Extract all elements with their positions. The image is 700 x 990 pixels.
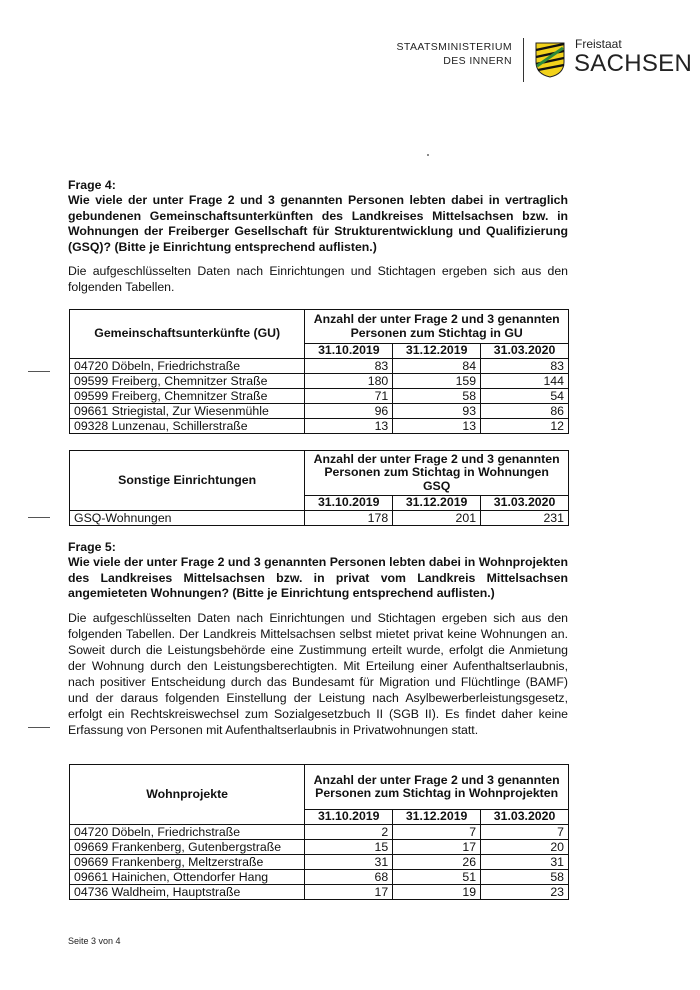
- table-wp-label-header: Wohnprojekte: [70, 765, 305, 825]
- frage-4-section: [68, 178, 568, 255]
- table-gsq-label-header: Sonstige Einrichtungen: [70, 451, 305, 511]
- table-gemeinschaftsunterkuenfte: [69, 309, 569, 434]
- row-name: 09661 Hainichen, Ottendorfer Hang: [70, 869, 305, 884]
- table-gu-date-3: 31.03.2020: [481, 344, 569, 359]
- row-value: 71: [305, 388, 393, 403]
- row-value: 20: [481, 839, 569, 854]
- row-value: 83: [481, 358, 569, 373]
- table-row: [70, 388, 569, 403]
- table-gsq-group-header: Anzahl der unter Frage 2 und 3 genannten Personen zum Stichtag in Wohnungen GSQ: [305, 451, 569, 496]
- frage-4-question: Wie viele der unter Frage 2 und 3 genannten Personen lebten dabei in vertraglich gebundenen Gemeinschaftsunterkünften des Landkreises Mittelsachsen bzw. in Wohnungen der Freiberger Gesellschaft für Strukturentwicklung und Qualifizierung (GSQ)? (Bitte je Einrichtung entsprechend auflisten.): [68, 193, 568, 254]
- row-value: 31: [305, 854, 393, 869]
- brand-freistaat: Freistaat: [575, 37, 622, 51]
- row-value: 231: [481, 510, 569, 525]
- row-name: 09661 Striegistal, Zur Wiesenmühle: [70, 403, 305, 418]
- table-gu-date-1: 31.10.2019: [305, 344, 393, 359]
- row-value: 58: [393, 388, 481, 403]
- table-gsq-date-3: 31.03.2020: [481, 496, 569, 511]
- row-value: 51: [393, 869, 481, 884]
- row-value: 31: [481, 854, 569, 869]
- table-row: [70, 854, 569, 869]
- row-value: 159: [393, 373, 481, 388]
- scan-speck: [427, 154, 429, 156]
- row-value: 23: [481, 884, 569, 899]
- row-value: 2: [305, 824, 393, 839]
- brand-sachsen: SACHSEN: [574, 50, 693, 77]
- table-row: [70, 418, 569, 433]
- table-row: [70, 358, 569, 373]
- row-value: 7: [393, 824, 481, 839]
- row-value: 96: [305, 403, 393, 418]
- table-wp-date-2: 31.12.2019: [393, 810, 481, 825]
- ministry-line-2: DES INNERN: [443, 55, 512, 67]
- row-name: 04720 Döbeln, Friedrichstraße: [70, 358, 305, 373]
- ministry-name: [388, 40, 512, 68]
- table-row: [70, 510, 569, 525]
- row-name: GSQ-Wohnungen: [70, 510, 305, 525]
- row-value: 180: [305, 373, 393, 388]
- row-name: 09599 Freiberg, Chemnitzer Straße: [70, 388, 305, 403]
- row-value: 58: [481, 869, 569, 884]
- row-name: 04720 Döbeln, Friedrichstraße: [70, 824, 305, 839]
- table-row: [70, 403, 569, 418]
- row-value: 144: [481, 373, 569, 388]
- row-value: 17: [305, 884, 393, 899]
- table-row: [70, 869, 569, 884]
- row-value: 68: [305, 869, 393, 884]
- margin-mark: [28, 517, 50, 518]
- row-name: 04736 Waldheim, Hauptstraße: [70, 884, 305, 899]
- table-row: [70, 373, 569, 388]
- table-row: [70, 839, 569, 854]
- row-value: 15: [305, 839, 393, 854]
- row-value: 13: [305, 418, 393, 433]
- table-gu-group-header: Anzahl der unter Frage 2 und 3 genannten Personen zum Stichtag in GU: [305, 310, 569, 344]
- row-name: 09669 Frankenberg, Gutenbergstraße: [70, 839, 305, 854]
- table-wp-group-header: Anzahl der unter Frage 2 und 3 genannten Personen zum Stichtag in Wohnprojekten: [305, 765, 569, 810]
- row-value: 17: [393, 839, 481, 854]
- row-value: 86: [481, 403, 569, 418]
- frage-5-intro-block: [68, 610, 568, 738]
- frage-5-question: Wie viele der unter Frage 2 und 3 genannten Personen lebten dabei in Wohnprojekten des Landkreises Mittelsachsen bzw. in privat vom Landkreis Mittelsachsen angemieteten Wohnungen? (Bitte je Einrichtung entsprechend auflisten.): [68, 555, 568, 600]
- row-name: 09328 Lunzenau, Schillerstraße: [70, 418, 305, 433]
- margin-mark: [28, 371, 50, 372]
- page-number: Seite 3 von 4: [68, 936, 121, 946]
- table-wp-date-1: 31.10.2019: [305, 810, 393, 825]
- table-wohnprojekte: [69, 764, 569, 900]
- table-gsq-date-2: 31.12.2019: [393, 496, 481, 511]
- table-row: [70, 884, 569, 899]
- ministry-line-1: STAATSMINISTERIUM: [396, 41, 512, 53]
- table-gu-label-header: Gemeinschaftsunterkünfte (GU): [70, 310, 305, 359]
- frage-5-title: Frage 5:: [68, 540, 116, 554]
- table-row: [70, 824, 569, 839]
- frage-4-intro-block: [68, 263, 568, 295]
- row-value: 83: [305, 358, 393, 373]
- margin-mark: [28, 727, 50, 728]
- row-value: 93: [393, 403, 481, 418]
- row-value: 201: [393, 510, 481, 525]
- row-name: 09599 Freiberg, Chemnitzer Straße: [70, 373, 305, 388]
- row-value: 54: [481, 388, 569, 403]
- row-value: 7: [481, 824, 569, 839]
- saxony-coat-of-arms-icon: [535, 42, 565, 78]
- row-value: 19: [393, 884, 481, 899]
- row-value: 26: [393, 854, 481, 869]
- table-sonstige-einrichtungen: [69, 450, 569, 526]
- table-wp-date-3: 31.03.2020: [481, 810, 569, 825]
- row-value: 12: [481, 418, 569, 433]
- frage-5-intro: Die aufgeschlüsselten Daten nach Einrichtungen und Stichtagen ergeben sich aus den folgenden Tabellen. Der Landkreis Mittelsachsen selbst mietet privat keine Wohnungen an. Soweit durch die Leistungsbehörde eine Zustimmung erteilt wurde, erfolgt die Anmietung der Wohnung durch den Leistungsberechtigten. Mit Erteilung einer Aufenthaltserlaubnis, nach positiver Entscheidung durch das Bundesamt für Migration und Flüchtlinge (BAMF) und der daraus folgenden Einstellung der Leistung nach Asylbewerberleistungsgesetz, erfolgt ein Rechtskreiswechsel zum Sozialgesetzbuch II (SGB II). Es findet daher keine Erfassung von Personen mit Aufenthaltserlaubnis in Privatwohnungen statt.: [68, 611, 568, 737]
- row-value: 178: [305, 510, 393, 525]
- row-value: 84: [393, 358, 481, 373]
- table-gsq-date-1: 31.10.2019: [305, 496, 393, 511]
- header-divider: [523, 38, 524, 82]
- row-name: 09669 Frankenberg, Meltzerstraße: [70, 854, 305, 869]
- table-gu-date-2: 31.12.2019: [393, 344, 481, 359]
- frage-4-title: Frage 4:: [68, 178, 116, 192]
- frage-5-section: [68, 540, 568, 602]
- frage-4-intro: Die aufgeschlüsselten Daten nach Einrichtungen und Stichtagen ergeben sich aus den folgenden Tabellen.: [68, 264, 568, 294]
- row-value: 13: [393, 418, 481, 433]
